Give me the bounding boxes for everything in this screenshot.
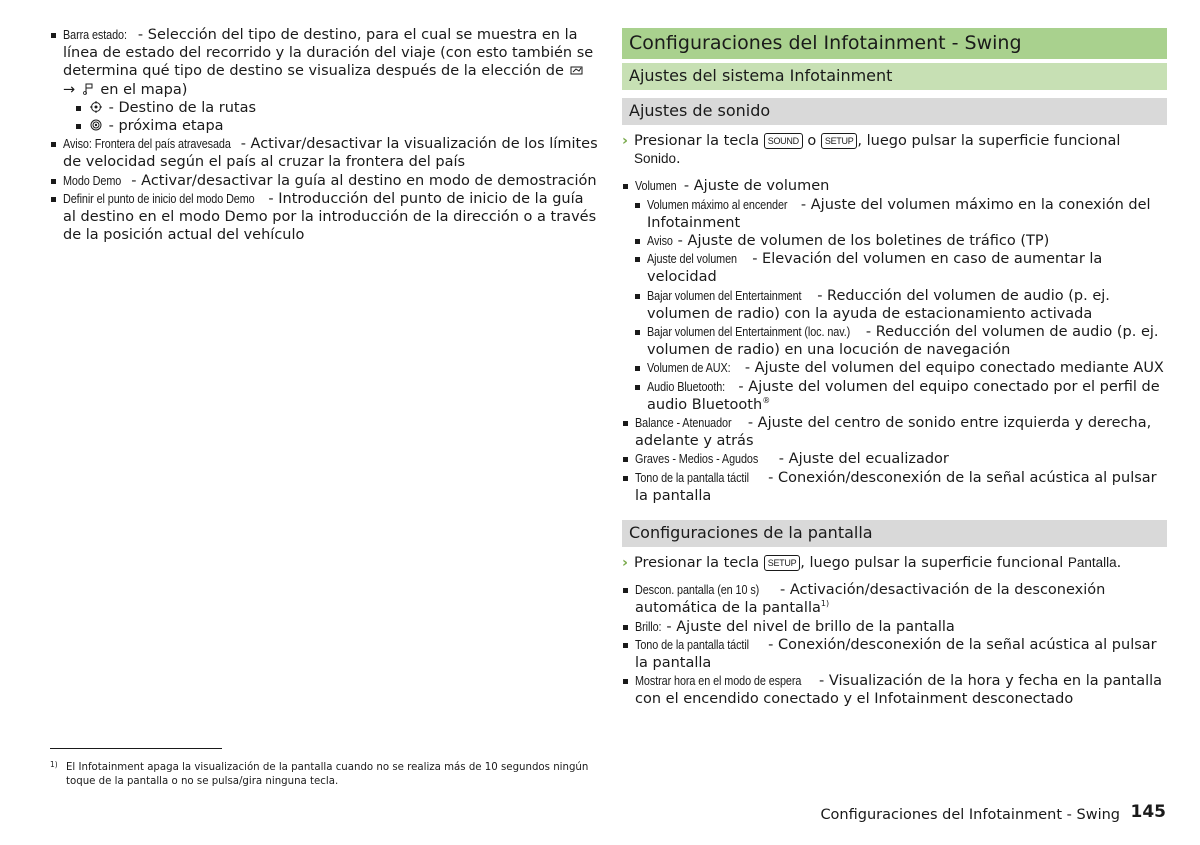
term-label: Tono de la pantalla táctil: [635, 637, 749, 652]
step-text: , luego pulsar la superficie funcional: [857, 133, 1121, 149]
item-text: - Ajuste del volumen máximo en la conexión del Infotainment: [647, 196, 1151, 231]
step-text: Presionar la tecla: [634, 555, 764, 572]
footnote-text: El Infotainment apaga la visualización de la pantalla cuando no se realiza más de 10 segundos ningún toque de la pantalla o no se pulsa/gira ninguna tecla.: [66, 762, 589, 787]
term-label: Barra estado:: [63, 28, 127, 42]
step-text: , luego pulsar la superficie funcional: [800, 555, 1068, 572]
item-text: - Conexión/desconexión de la señal acústica al pulsar la pantalla: [635, 636, 1157, 672]
left-column: [50, 26, 598, 244]
term-label: Descon. pantalla (en 10 s): [635, 583, 760, 598]
item-text: - Ajuste de volumen de los boletines de tráfico (TP): [673, 233, 1050, 250]
item-text: - Activar/desactivar la guía al destino en modo de demostración: [126, 172, 597, 189]
term-label: Brillo:: [635, 619, 662, 634]
map-route-icon: [570, 64, 584, 76]
volume-sub-list: [622, 196, 1167, 414]
term-label: Audio Bluetooth:: [647, 379, 726, 394]
setup-key: SETUP: [821, 133, 858, 149]
step-arrow-icon: ›: [622, 133, 628, 149]
list-item: [622, 672, 1167, 708]
term-label: Tono de la pantalla táctil: [635, 470, 749, 485]
left-list: [50, 26, 598, 244]
item-text: - Visualización de la hora y fecha en la pantalla con el encendido conectado y el Infotainment desconectado: [635, 673, 1163, 708]
running-title: Configuraciones del Infotainment - Swing: [820, 807, 1120, 823]
term-label: Ajuste del volumen: [647, 252, 737, 267]
list-item-volumen: [622, 177, 1167, 414]
term-label: Volumen de AUX:: [647, 361, 731, 376]
sub-list: [63, 99, 598, 135]
sound-heading: Ajustes de sonido: [622, 98, 1167, 125]
term-label: Aviso: [647, 234, 673, 249]
item-text-end: en el mapa): [95, 81, 188, 98]
item-text: - Selección del tipo de destino, para el cual se muestra en la línea de estado del recorrido y la duración del viaje (con esto también se determina qué tipo de destino se visualiza después de la elección de: [63, 27, 594, 80]
sub-item-text: - próxima etapa: [104, 118, 224, 135]
sub-item: [622, 250, 1167, 286]
function-name: Pantalla: [1067, 555, 1117, 571]
list-item: [622, 414, 1167, 450]
page-number: 145: [1130, 802, 1166, 822]
item-text: - Ajuste del centro de sonido entre izquierda y derecha, adelante y atrás: [635, 415, 1152, 450]
term-label: Balance - Atenuador: [635, 416, 732, 431]
item-text: - Activar/desactivar la visualización de los límites de velocidad según el país al cruzar la frontera del país: [63, 136, 598, 171]
term-label: Graves - Medios - Agudos: [635, 452, 759, 467]
sub-item-text: - Destino de la rutas: [104, 99, 257, 116]
sound-list: [622, 177, 1167, 505]
item-text: - Ajuste del volumen del equipo conectado mediante AUX: [740, 360, 1164, 377]
list-item: [622, 469, 1167, 505]
term-label: Volumen: [635, 179, 677, 194]
crosshair-icon: [89, 101, 103, 113]
right-column: [622, 28, 1167, 709]
step-text: Presionar la tecla: [634, 133, 764, 149]
item-text: - Ajuste del volumen del equipo conectado por el perfil de audio Bluetooth: [647, 378, 1160, 413]
list-item-frontera: [50, 135, 598, 171]
term-label: Mostrar hora en el modo de espera: [635, 674, 802, 689]
sub-item: [622, 196, 1167, 232]
function-name: Sonido: [634, 151, 677, 167]
waypoint-icon: [89, 119, 103, 131]
step-arrow-icon: ›: [622, 555, 628, 572]
screen-list: [622, 581, 1167, 708]
step-text: o: [802, 133, 821, 149]
item-text: - Ajuste del ecualizador: [774, 451, 949, 468]
footnote-rule: [50, 748, 222, 749]
term-label: Definir el punto de inicio del modo Demo: [63, 191, 255, 206]
list-item: [622, 618, 1167, 636]
flag-destination-icon: [81, 83, 95, 95]
item-text: - Ajuste de volumen: [679, 178, 830, 195]
screen-instruction: [622, 554, 1167, 572]
screen-heading: Configuraciones de la pantalla: [622, 520, 1167, 547]
item-text: - Reducción del volumen de audio (p. ej. volumen de radio) en una locución de navegación: [647, 324, 1159, 359]
section-heading: Ajustes del sistema Infotainment: [622, 63, 1167, 90]
sub-item: [622, 287, 1167, 323]
footnote-number: 1): [50, 760, 58, 769]
list-item-modo-demo: [50, 172, 598, 190]
term-label: Volumen máximo al encender: [647, 197, 788, 212]
step-text: .: [676, 151, 681, 168]
item-text: - Conexión/desconexión de la señal acústica al pulsar la pantalla: [635, 469, 1157, 504]
item-text: - Introducción del punto de inicio de la guía al destino en el modo Demo por la introducción de la dirección o a través de la posición actual del vehículo: [63, 190, 597, 244]
list-item: [622, 636, 1167, 672]
list-item-punto-inicio: [50, 190, 598, 245]
chapter-title: Configuraciones del Infotainment - Swing: [622, 28, 1167, 59]
sub-item-destino: [63, 99, 598, 117]
item-text: - Reducción del volumen de audio (p. ej. volumen de radio) con la ayuda de estacionamiento activada: [647, 287, 1110, 322]
list-item: [622, 581, 1167, 617]
sub-item: [622, 232, 1167, 250]
item-text: - Activación/desactivación de la desconexión automática de la pantalla: [635, 582, 1106, 617]
term-label: Aviso: Frontera del país atravesada: [63, 137, 231, 152]
sound-instruction: [622, 132, 1167, 168]
sub-item: [622, 359, 1167, 377]
term-label: Bajar volumen del Entertainment: [647, 288, 802, 303]
setup-key: SETUP: [764, 555, 801, 571]
sub-item: [622, 323, 1167, 359]
footnote: [50, 761, 590, 788]
sub-item-etapa: [63, 117, 598, 135]
term-label: Modo Demo: [63, 173, 122, 188]
arrow-symbol: →: [63, 81, 76, 98]
list-item: [622, 450, 1167, 468]
step-text: .: [1116, 555, 1122, 572]
item-text: - Ajuste del nivel de brillo de la pantalla: [661, 618, 955, 635]
term-label: Bajar volumen del Entertainment (loc. nav.): [647, 325, 851, 340]
item-text: - Elevación del volumen en caso de aumentar la velocidad: [647, 251, 1103, 286]
footnote-ref: 1): [820, 599, 830, 609]
list-item-barra-estado: [50, 26, 598, 135]
sub-item: [622, 378, 1167, 414]
sound-key: SOUND: [764, 133, 803, 149]
registered-mark: ®: [762, 395, 771, 405]
